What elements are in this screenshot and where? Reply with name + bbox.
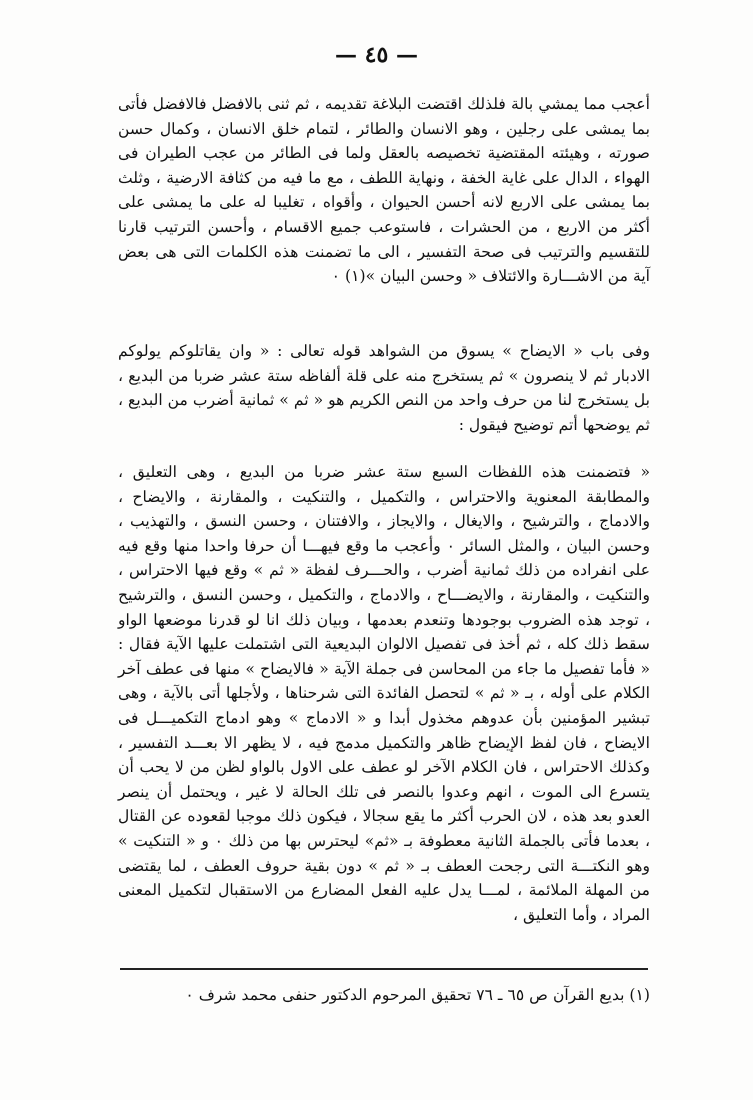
paragraph-text: وفى باب « الايضاح » يسوق من الشواهد قوله تعالى : « وان يقاتلوكم يولوكم الادبار ثم لا ينصرون » ثم يستخرج منه على قلة ألفاظه ستة عشر ضربا من البديع ، بل يستخرج لنا من حرف واحد من النص الكريم هو « ثم » ثمانية أضرب من البديع ، ثم يوضحها أتم توضيح فيقول : [118, 342, 650, 434]
paragraph-text: « فتضمنت هذه اللفظات السبع ستة عشر ضربا من البديع ، وهى التعليق ، والمطابقة المعنوية والاحتراس ، والتكميل ، والتنكيت ، والمقارنة ، والايضاح ، والادماج ، والترشيح ، والايغال ، والايجاز ، والافتنان ، وحسن النسق ، والتهذيب ، وحسن البيان ، والمثل السائر ٠ وأعجب ما وقع فيهـــا أن حرفا واحدا منها وقع فيه على انفراده من ذلك ثمانية أضرب ، والحـــرف لفظة « ثم » وقع فيها الاحتراس ، والتنكيت ، والمقارنة ، والايضـــاح ، والادماج ، والتكميل ، وحسن النسق ، والترشيح ، توجد هذه الضروب بوجودها وتنعدم بعدمها ، وبيان ذلك انا لو قدرنا موضعها الواو سقط ذلك كله ، ثم أخذ فى تفصيل الالوان البديعية التى اشتملت عليها الآية فقال : « فأما تفصيل ما جاء من المحاسن فى جملة الآية « فالايضاح » منها فى عطف آخر الكلام على أوله ، بـ « ثم » لتحصل الفائدة التى شرحناها ، ولأجلها أتى بالآية ، وهى تبشير المؤمنين بأن عدوهم مخذول أبدا و « الادماج » وهو ادماج التكميـــل فى الايضاح ، فان لفظ الإيضاح ظاهر والتكميل مدمج فيه ، لا يظهر الا بعـــد التفسير ، وكذلك الاحتراس ، فان الكلام الآخر لو عطف على الاول بالواو لظن من لا يحب أن يتسرع الى الموت ، انهم وعدوا بالنصر فى تلك الحالة لا غير ، ويحتمل أن ينصر العدو بعد هذه ، لان الحرب أكثر ما يقع سجالا ، فيكون ذلك موجبا لقعوده عن القتال ، بعدما فأتى بالجملة الثانية معطوفة بـ «ثم» ليحترس بها من ذلك ٠ و « التنكيت » وهو النكتـــة التى رجحت العطف بـ « ثم » دون بقية حروف العطف ، لما يقتضى من المهلة الملائمة ، لمـــا يدل عليه الفعل المضارع من الاستقبال لتكميل المعنى المراد ، وأما التعليق ، [118, 463, 650, 924]
page-number: — ٤٥ — [335, 42, 418, 68]
footnote-divider [120, 968, 648, 970]
footnote: (١) بديع القرآن ص ٦٥ ـ ٧٦ تحقيق المرحوم الدكتور حنفى محمد شرف ٠ [185, 986, 650, 1004]
paragraph-3 [118, 460, 650, 927]
paragraph-1 [118, 92, 650, 289]
paragraph-2 [118, 339, 650, 437]
paragraph-text: أعجب مما يمشي بالة فلذلك اقتضت البلاغة تقديمه ، ثم ثنى بالافضل فالافضل فأتى بما يمشى على رجلين ، وهو الانسان والطائر ، لتمام خلق الانسان ، وكمال حسن صورته ، وهيئته المقتضية تخصيصه بالعقل ولما فى الطائر من عجب الطيران فى الهواء ، الدال على غاية الخفة ، ونهاية اللطف ، مع ما فيه من كثافة الارضية ، وثلث بما يمشى على الاربع لانه أحسن الحيوان ، وأقواه ، تغليبا له على ما يمشى على أكثر من الاربع ، من الحشرات ، فاستوعب جميع الاقسام ، وأحسن الترتيب قارنا للتقسيم والترتيب فى صحة التفسير ، الى ما تضمنت هذه الكلمات التى هى بعض آية من الاشـــارة والائتلاف « وحسن البيان »(١) ٠ [118, 95, 650, 286]
